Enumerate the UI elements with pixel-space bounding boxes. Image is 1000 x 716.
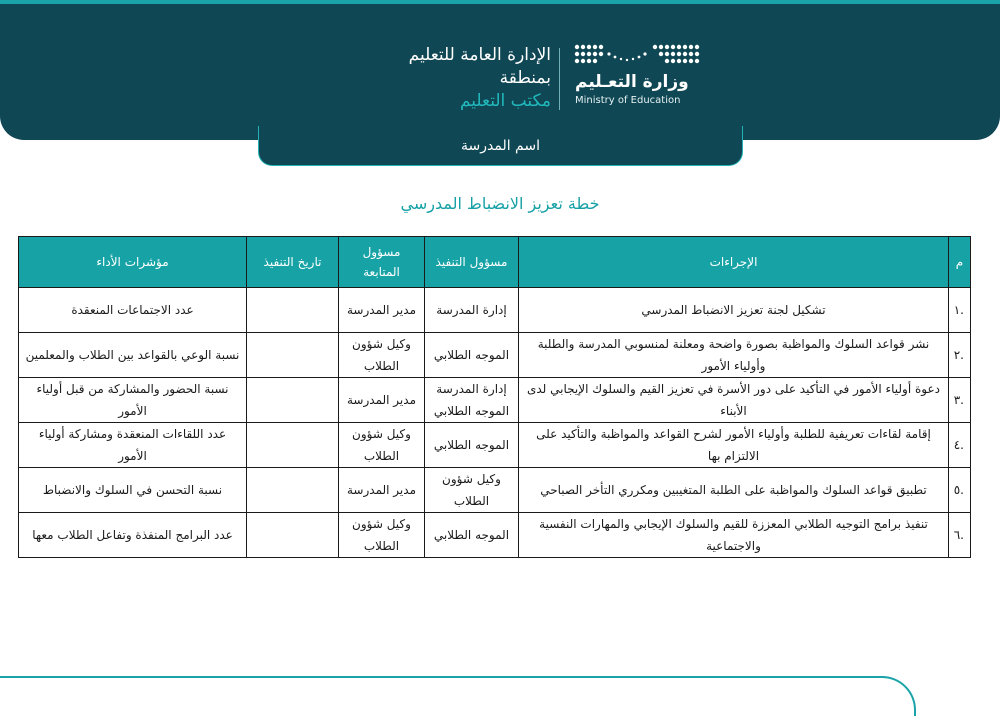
row-procedure: تنفيذ برامج التوجيه الطلابي المعززة للقيم والسلوك الإيجابي والمهارات النفسية والاجتماعية <box>519 513 949 558</box>
row-indicator: عدد الاجتماعات المنعقدة <box>19 288 247 333</box>
row-indicator: نسبة الوعي بالقواعد بين الطلاب والمعلمين <box>19 333 247 378</box>
admin-line-1: الإدارة العامة للتعليم <box>408 45 551 65</box>
row-num: .١ <box>949 288 971 333</box>
school-name-label: اسم المدرسة <box>461 138 540 154</box>
row-follow-up: مدير المدرسة <box>339 378 425 423</box>
row-num: .٦ <box>949 513 971 558</box>
row-num: .٢ <box>949 333 971 378</box>
row-procedure: نشر قواعد السلوك والمواظبة بصورة واضحة ومعلنة لمنسوبي المدرسة والطلبة وأولياء الأمور <box>519 333 949 378</box>
row-date <box>247 423 339 468</box>
logo-divider <box>559 48 560 110</box>
header-procedures: الإجراءات <box>519 237 949 288</box>
table-row <box>19 468 971 513</box>
ministry-name-english: Ministry of Education <box>575 95 681 106</box>
header-indicators: مؤشرات الأداء <box>19 237 247 288</box>
row-num: .٥ <box>949 468 971 513</box>
ministry-logo <box>571 42 711 112</box>
footer-decorative-line <box>0 676 916 716</box>
document-title: خطة تعزيز الانضباط المدرسي <box>400 194 600 213</box>
discipline-plan-table <box>18 236 971 558</box>
row-executor: الموجه الطلابي <box>425 423 519 468</box>
row-indicator: عدد اللقاءات المنعقدة ومشاركة أولياء الأمور <box>19 423 247 468</box>
row-date <box>247 513 339 558</box>
row-date <box>247 468 339 513</box>
row-procedure: دعوة أولياء الأمور في التأكيد على دور الأسرة في تعزيز القيم والسلوك الإيجابي لدى الأبناء <box>519 378 949 423</box>
row-date <box>247 378 339 423</box>
row-follow-up: وكيل شؤون الطلاب <box>339 333 425 378</box>
header-banner <box>0 4 1000 140</box>
row-follow-up: مدير المدرسة <box>339 288 425 333</box>
row-executor: وكيل شؤون الطلاب <box>425 468 519 513</box>
table-row <box>19 288 971 333</box>
row-follow-up: وكيل شؤون الطلاب <box>339 513 425 558</box>
row-executor: إدارة المدرسة <box>425 288 519 333</box>
row-procedure: إقامة لقاءات تعريفية للطلبة وأولياء الأمور لشرح القواعد والمواظبة والتأكيد على الالتزام بها <box>519 423 949 468</box>
row-num: .٣ <box>949 378 971 423</box>
header-executor: مسؤول التنفيذ <box>425 237 519 288</box>
header-num: م <box>949 237 971 288</box>
header-follow-up: مسؤول المتابعة <box>339 237 425 288</box>
row-indicator: نسبة الحضور والمشاركة من قبل أولياء الأمور <box>19 378 247 423</box>
row-num: .٤ <box>949 423 971 468</box>
header-date: تاريخ التنفيذ <box>247 237 339 288</box>
table-header-row <box>19 237 971 288</box>
education-office-label: مكتب التعليم <box>459 91 551 111</box>
row-indicator: نسبة التحسن في السلوك والانضباط <box>19 468 247 513</box>
row-executor: الموجه الطلابي <box>425 333 519 378</box>
table-row <box>19 378 971 423</box>
admin-line-2: بمنطقة <box>499 68 551 88</box>
row-procedure: تشكيل لجنة تعزيز الانضباط المدرسي <box>519 288 949 333</box>
row-follow-up: مدير المدرسة <box>339 468 425 513</box>
table-row <box>19 423 971 468</box>
table-row <box>19 513 971 558</box>
row-indicator: عدد البرامج المنفذة وتفاعل الطلاب معها <box>19 513 247 558</box>
ministry-dots-icon <box>571 42 711 68</box>
row-procedure: تطبيق قواعد السلوك والمواظبة على الطلبة المتغيبين ومكرري التأخر الصباحي <box>519 468 949 513</box>
table-row <box>19 333 971 378</box>
row-date <box>247 333 339 378</box>
row-executor: الموجه الطلابي <box>425 513 519 558</box>
row-date <box>247 288 339 333</box>
education-admin-block <box>321 44 551 113</box>
row-executor: إدارة المدرسة الموجه الطلابي <box>425 378 519 423</box>
row-follow-up: وكيل شؤون الطلاب <box>339 423 425 468</box>
ministry-name-arabic: وزارة التعـليم <box>575 72 689 92</box>
school-name-tab <box>258 126 743 166</box>
